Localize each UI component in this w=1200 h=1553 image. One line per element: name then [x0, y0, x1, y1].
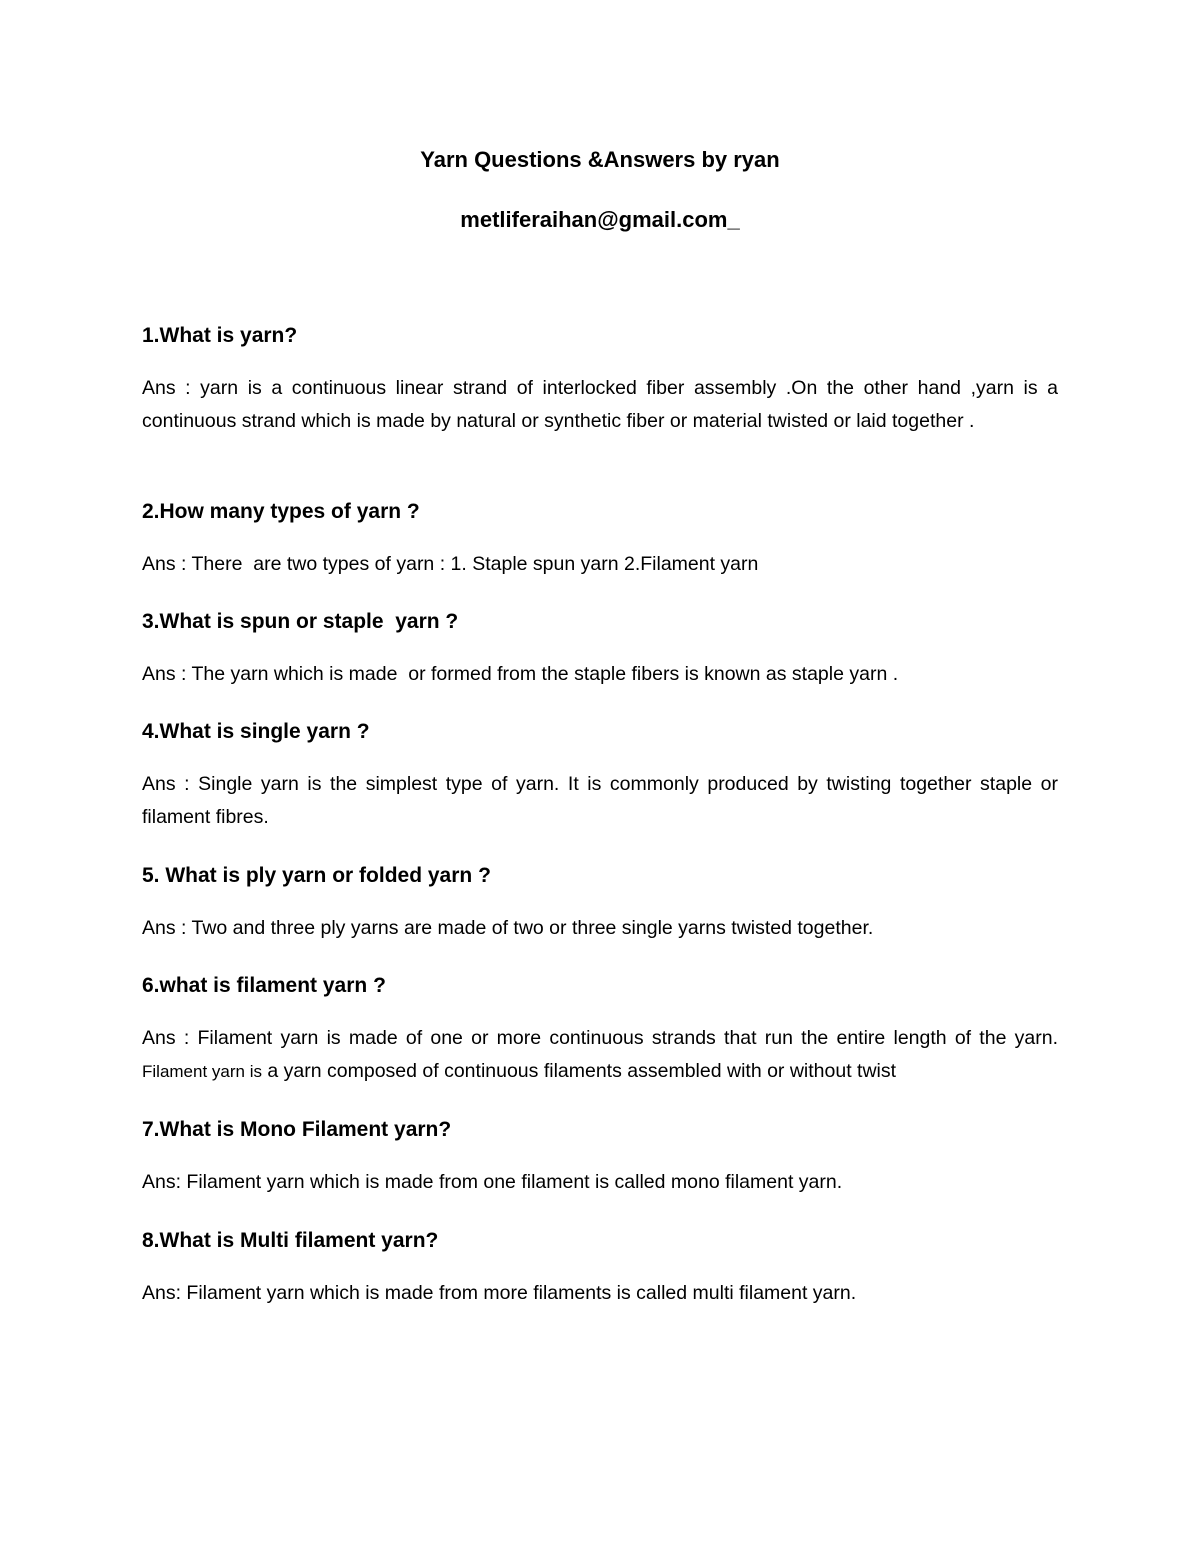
answer-4: Ans : Single yarn is the simplest type of yarn. It is commonly produced by twisting together staple or filament fibres.: [142, 773, 1058, 828]
question-5: 5. What is ply yarn or folded yarn ?: [142, 864, 491, 887]
qa-item-2: [142, 498, 1058, 581]
qa-item-8: [142, 1227, 1058, 1310]
question-3: 3.What is spun or staple yarn ?: [142, 610, 459, 633]
answer-7: Ans: Filament yarn which is made from one filament is called mono filament yarn.: [142, 1171, 843, 1193]
answer-6-extra-small: Filament yarn is: [142, 1062, 262, 1081]
question-1: 1.What is yarn?: [142, 324, 298, 347]
question-2: 2.How many types of yarn ?: [142, 500, 420, 523]
qa-item-1: [142, 322, 1058, 438]
question-6: 6.what is filament yarn ?: [142, 974, 386, 997]
answer-8: Ans: Filament yarn which is made from more filaments is called multi filament yarn.: [142, 1282, 857, 1304]
answer-2: Ans : There are two types of yarn : 1. Staple spun yarn 2.Filament yarn: [142, 553, 759, 575]
qa-item-7: [142, 1116, 1058, 1199]
qa-item-3: [142, 608, 1058, 691]
qa-item-6: [142, 972, 1058, 1088]
qa-item-4: [142, 718, 1058, 834]
qa-item-5: [142, 862, 1058, 945]
answer-6: [142, 1022, 1058, 1088]
document-title: Yarn Questions &Answers by ryan: [420, 147, 780, 172]
question-7: 7.What is Mono Filament yarn?: [142, 1118, 452, 1141]
answer-1: Ans : yarn is a continuous linear strand of interlocked fiber assembly .On the other hand ,yarn is a continuous strand which is made by natural or synthetic fiber or material twisted or laid together .: [142, 377, 1058, 432]
answer-3: Ans : The yarn which is made or formed from the staple fibers is known as staple yarn .: [142, 663, 899, 685]
answer-6-extra: a yarn composed of continuous filaments assembled with or without twist: [261, 1060, 897, 1082]
question-8: 8.What is Multi filament yarn?: [142, 1229, 439, 1252]
question-4: 4.What is single yarn ?: [142, 720, 370, 743]
answer-5: Ans : Two and three ply yarns are made of two or three single yarns twisted together.: [142, 917, 874, 939]
answer-6-main: Ans : Filament yarn is made of one or more continuous strands that run the entire length of the yarn.: [142, 1027, 1058, 1049]
author-email: metliferaihan@gmail.com_: [460, 207, 740, 232]
